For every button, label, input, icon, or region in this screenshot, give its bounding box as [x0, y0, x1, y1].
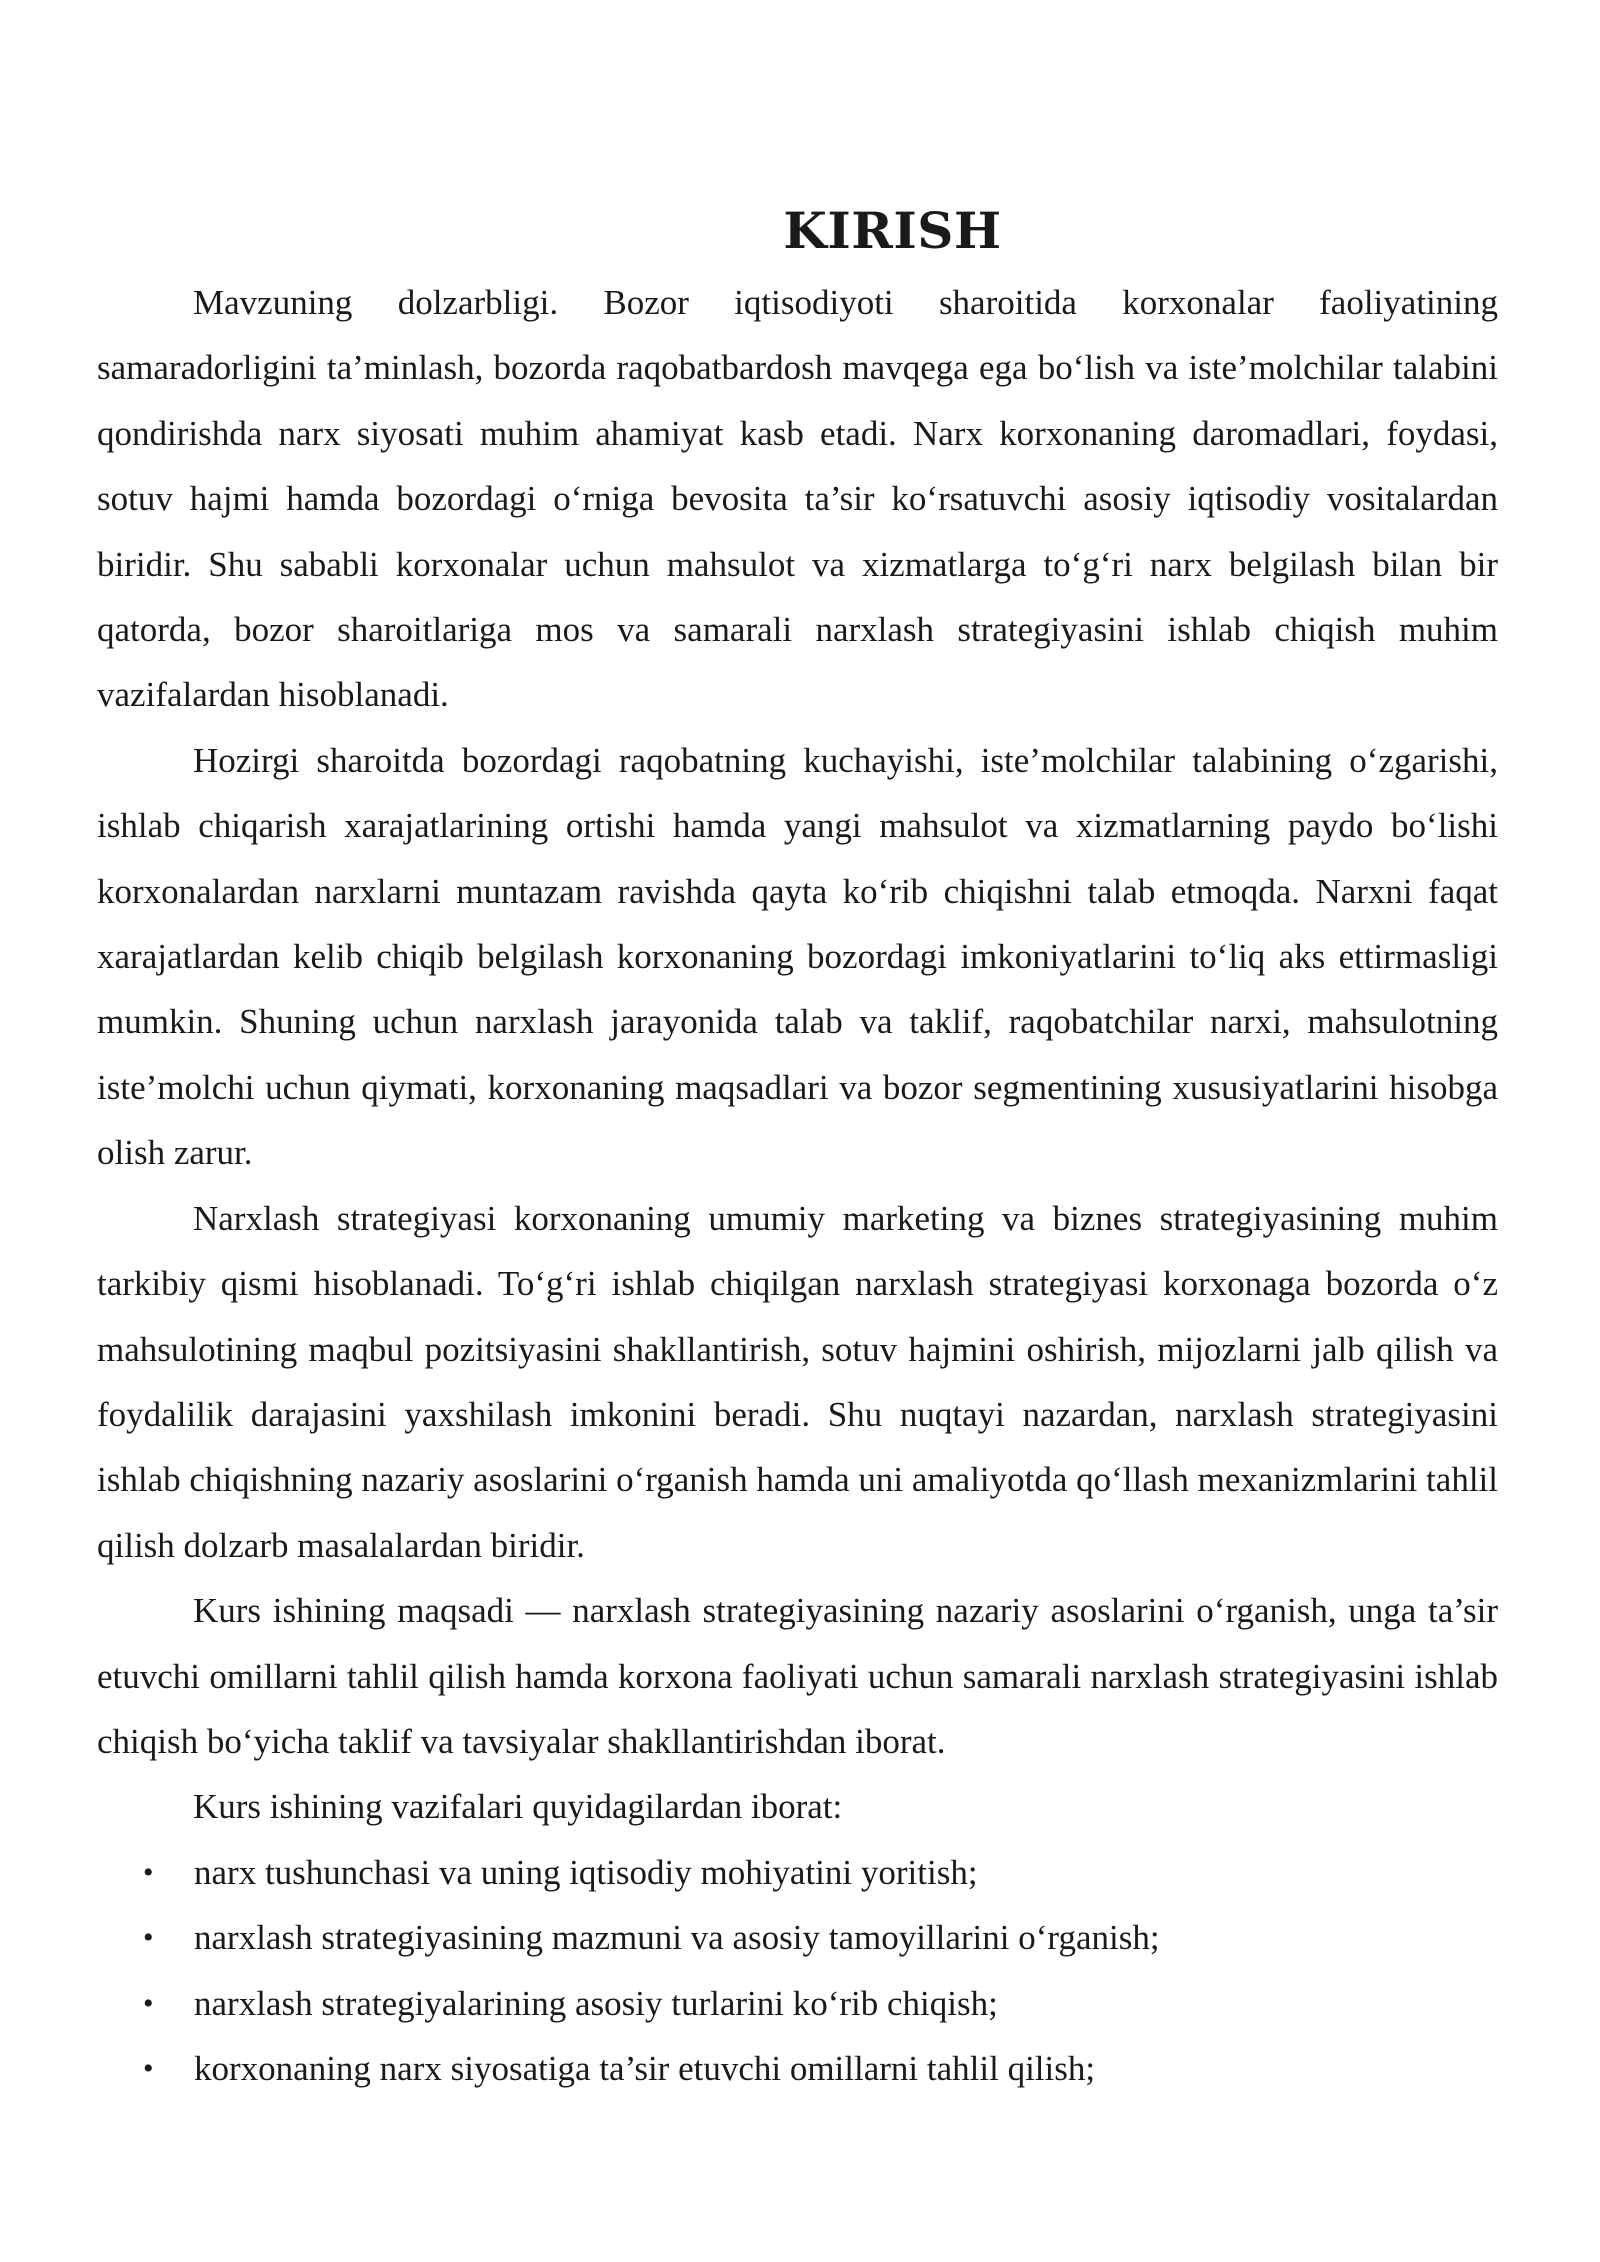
bullet-icon: • — [143, 1921, 154, 1955]
list-item-text: narx tushunchasi va uning iqtisodiy mohiyatini yoritish; — [194, 1852, 978, 1892]
list-item — [97, 2036, 1498, 2101]
list-item — [97, 1971, 1498, 2036]
list-item — [97, 1905, 1498, 1970]
list-item-text: narxlash strategiyalarining asosiy turlarini ko‘rib chiqish; — [194, 1983, 998, 2023]
list-item — [97, 1840, 1498, 1905]
bullet-icon: • — [143, 1986, 154, 2020]
tasks-intro: Kurs ishining vazifalari quyidagilardan iborat: — [193, 1787, 843, 1827]
task-list — [97, 1840, 1498, 2102]
list-item-text: korxonaning narx siyosatiga ta’sir etuvchi omillarni tahlil qilish; — [194, 2048, 1096, 2088]
bullet-icon: • — [143, 1855, 154, 1889]
page-content — [97, 192, 1498, 2101]
paragraph-relevance: Mavzuning dolzarbligi. Bozor iqtisodiyoti sharoitida korxonalar faoliyatining samaradorligini ta’minlash, bozorda raqobatbardosh mavqega ega bo‘lish va iste’molchilar talabini qondirishda narx siyosati muhim ahamiyat kasb etadi. Narx korxonaning daromadlari, foydasi, sotuv hajmi hamda bozordagi o‘rniga bevosita ta’sir ko‘rsatuvchi asosiy iqtisodiy vositalardan biridir. Shu sababli korxonalar uchun mahsulot va xizmatlarga to‘g‘ri narx belgilash bilan bir qatorda, bozor sharoitlariga mos va samarali narxlash strategiyasini ishlab chiqish muhim vazifalardan hisoblanadi. — [97, 283, 1498, 715]
list-item-text: narxlash strategiyasining mazmuni va asosiy tamoyillarini o‘rganish; — [194, 1918, 1160, 1958]
paragraph-market-conditions: Hozirgi sharoitda bozordagi raqobatning kuchayishi, iste’molchilar talabining o‘zgarishi, ishlab chiqarish xarajatlarining ortishi hamda yangi mahsulot va xizmatlarning paydo bo‘lishi korxonalardan narxlarni muntazam ravishda qayta ko‘rib chiqishni talab etmoqda. Narxni faqat xarajatlardan kelib chiqib belgilash korxonaning bozordagi imkoniyatlarini to‘liq aks ettirmasligi mumkin. Shuning uchun narxlash jarayonida talab va taklif, raqobatchilar narxi, mahsulotning iste’molchi uchun qiymati, korxonaning maqsadlari va bozor segmentining xususiyatlarini hisobga olish zarur. — [97, 740, 1498, 1173]
bullet-icon: • — [143, 2051, 154, 2085]
page-title: KIRISH — [783, 201, 1002, 260]
paragraph-course-goal: Kurs ishining maqsadi — narxlash strategiyasining nazariy asoslarini o‘rganish, unga ta’sir etuvchi omillarni tahlil qilish hamda korxona faoliyati uchun samarali narxlash strategiyasini ishlab chiqish bo‘yicha taklif va tavsiyalar shakllantirishdan iborat. — [97, 1591, 1498, 1761]
paragraph-pricing-strategy: Narxlash strategiyasi korxonaning umumiy marketing va biznes strategiyasining muhim tarkibiy qismi hisoblanadi. To‘g‘ri ishlab chiqilgan narxlash strategiyasi korxonaga bozorda o‘z mahsulotining maqbul pozitsiyasini shakllantirish, sotuv hajmini oshirish, mijozlarni jalb qilish va foydalilik darajasini yaxshilash imkonini beradi. Shu nuqtayi nazardan, narxlash strategiyasini ishlab chiqishning nazariy asoslarini o‘rganish hamda uni amaliyotda qo‘llash mexanizmlarini tahlil qilish dolzarb masalalardan biridir. — [97, 1198, 1498, 1565]
